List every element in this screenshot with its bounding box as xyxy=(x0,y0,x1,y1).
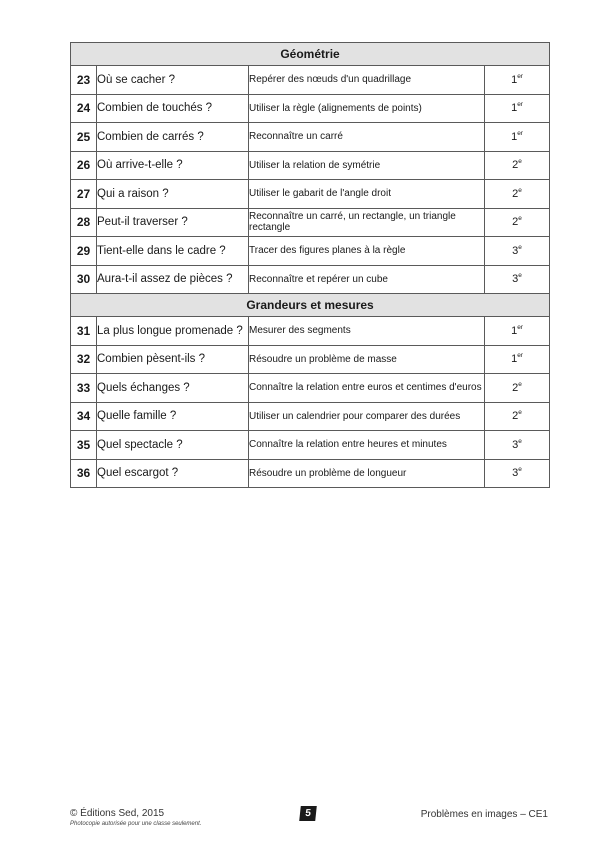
problem-title: Quel escargot ? xyxy=(97,459,249,488)
problem-period xyxy=(485,151,550,180)
period-number: 2 xyxy=(512,187,519,200)
period-number: 1 xyxy=(511,353,518,366)
problem-number: 33 xyxy=(71,374,97,403)
period-suffix: e xyxy=(518,409,522,417)
period-number: 2 xyxy=(512,159,519,172)
problem-title: Où se cacher ? xyxy=(97,66,249,95)
problem-skill: Reconnaître un carré xyxy=(249,123,485,152)
problem-number: 25 xyxy=(71,123,97,152)
period-number: 3 xyxy=(512,438,519,451)
period-number: 1 xyxy=(511,130,518,143)
problem-title: Où arrive-t-elle ? xyxy=(97,151,249,180)
period-suffix: er xyxy=(517,323,523,331)
problem-skill: Connaître la relation entre heures et minutes xyxy=(249,431,485,460)
table-row xyxy=(71,237,550,266)
problem-skill: Utiliser la règle (alignements de points) xyxy=(249,94,485,123)
problem-period xyxy=(485,66,550,95)
period-number: 1 xyxy=(511,73,518,86)
problem-title: Quelle famille ? xyxy=(97,402,249,431)
table-row xyxy=(71,431,550,460)
problem-number: 36 xyxy=(71,459,97,488)
problem-skill: Repérer des nœuds d'un quadrillage xyxy=(249,66,485,95)
problems-table xyxy=(70,42,550,488)
table-row xyxy=(71,208,550,237)
period-suffix: e xyxy=(518,186,522,194)
table-row xyxy=(71,265,550,294)
table-row xyxy=(71,402,550,431)
problem-title: Tient-elle dans le cadre ? xyxy=(97,237,249,266)
problem-title: Combien de carrés ? xyxy=(97,123,249,152)
period-suffix: e xyxy=(518,272,522,280)
table-row xyxy=(71,94,550,123)
copyright-text: © Éditions Sed, 2015 xyxy=(70,808,165,819)
period-suffix: e xyxy=(518,466,522,474)
page-number: 5 xyxy=(299,806,317,821)
table-row xyxy=(71,180,550,209)
problem-skill: Reconnaître un carré, un rectangle, un triangle rectangle xyxy=(249,208,485,237)
table-row xyxy=(71,345,550,374)
period-number: 2 xyxy=(512,216,519,229)
problem-title: Combien pèsent-ils ? xyxy=(97,345,249,374)
problem-skill: Résoudre un problème de masse xyxy=(249,345,485,374)
problem-skill: Tracer des figures planes à la règle xyxy=(249,237,485,266)
problem-number: 27 xyxy=(71,180,97,209)
table-row xyxy=(71,317,550,346)
period-suffix: er xyxy=(517,72,523,80)
section-title: Grandeurs et mesures xyxy=(71,294,550,317)
problem-title: Peut-il traverser ? xyxy=(97,208,249,237)
period-number: 3 xyxy=(512,467,519,480)
problem-number: 29 xyxy=(71,237,97,266)
period-suffix: e xyxy=(518,437,522,445)
period-suffix: e xyxy=(518,243,522,251)
period-number: 2 xyxy=(512,381,519,394)
problem-period xyxy=(485,94,550,123)
problem-number: 34 xyxy=(71,402,97,431)
period-number: 1 xyxy=(511,102,518,115)
problem-title: Quels échanges ? xyxy=(97,374,249,403)
period-suffix: e xyxy=(518,380,522,388)
problem-number: 32 xyxy=(71,345,97,374)
period-suffix: e xyxy=(518,215,522,223)
problem-period xyxy=(485,345,550,374)
problem-period xyxy=(485,459,550,488)
footer-left xyxy=(70,808,201,828)
problem-title: Qui a raison ? xyxy=(97,180,249,209)
period-number: 3 xyxy=(512,273,519,286)
problem-number: 24 xyxy=(71,94,97,123)
problem-skill: Résoudre un problème de longueur xyxy=(249,459,485,488)
section-header xyxy=(71,43,550,66)
period-number: 2 xyxy=(512,410,519,423)
problem-skill: Utiliser la relation de symétrie xyxy=(249,151,485,180)
problem-number: 30 xyxy=(71,265,97,294)
problem-period xyxy=(485,208,550,237)
problem-skill: Mesurer des segments xyxy=(249,317,485,346)
problem-title: Quel spectacle ? xyxy=(97,431,249,460)
table-row xyxy=(71,66,550,95)
table-row xyxy=(71,151,550,180)
problem-number: 35 xyxy=(71,431,97,460)
problem-period xyxy=(485,431,550,460)
period-suffix: er xyxy=(517,129,523,137)
problem-period xyxy=(485,123,550,152)
problem-title: La plus longue promenade ? xyxy=(97,317,249,346)
problem-number: 26 xyxy=(71,151,97,180)
period-number: 3 xyxy=(512,244,519,257)
problem-period xyxy=(485,317,550,346)
book-title: Problèmes en images – CE1 xyxy=(420,809,548,820)
problem-title: Aura-t-il assez de pièces ? xyxy=(97,265,249,294)
problem-skill: Connaître la relation entre euros et centimes d'euros xyxy=(249,374,485,403)
problem-period xyxy=(485,402,550,431)
period-number: 1 xyxy=(511,324,518,337)
period-suffix: er xyxy=(517,352,523,360)
problem-period xyxy=(485,180,550,209)
problem-skill: Utiliser un calendrier pour comparer des durées xyxy=(249,402,485,431)
problem-period xyxy=(485,265,550,294)
problem-period xyxy=(485,237,550,266)
section-title: Géométrie xyxy=(71,43,550,66)
section-header xyxy=(71,294,550,317)
problem-number: 23 xyxy=(71,66,97,95)
problem-title: Combien de touchés ? xyxy=(97,94,249,123)
problem-skill: Utiliser le gabarit de l'angle droit xyxy=(249,180,485,209)
photocopy-notice: Photocopie autorisée pour une classe seulement. xyxy=(70,821,202,827)
period-suffix: er xyxy=(517,101,523,109)
table-row xyxy=(71,459,550,488)
problem-number: 31 xyxy=(71,317,97,346)
problem-number: 28 xyxy=(71,208,97,237)
problem-period xyxy=(485,374,550,403)
table-row xyxy=(71,123,550,152)
table-row xyxy=(71,374,550,403)
period-suffix: e xyxy=(518,158,522,166)
problem-skill: Reconnaître et repérer un cube xyxy=(249,265,485,294)
